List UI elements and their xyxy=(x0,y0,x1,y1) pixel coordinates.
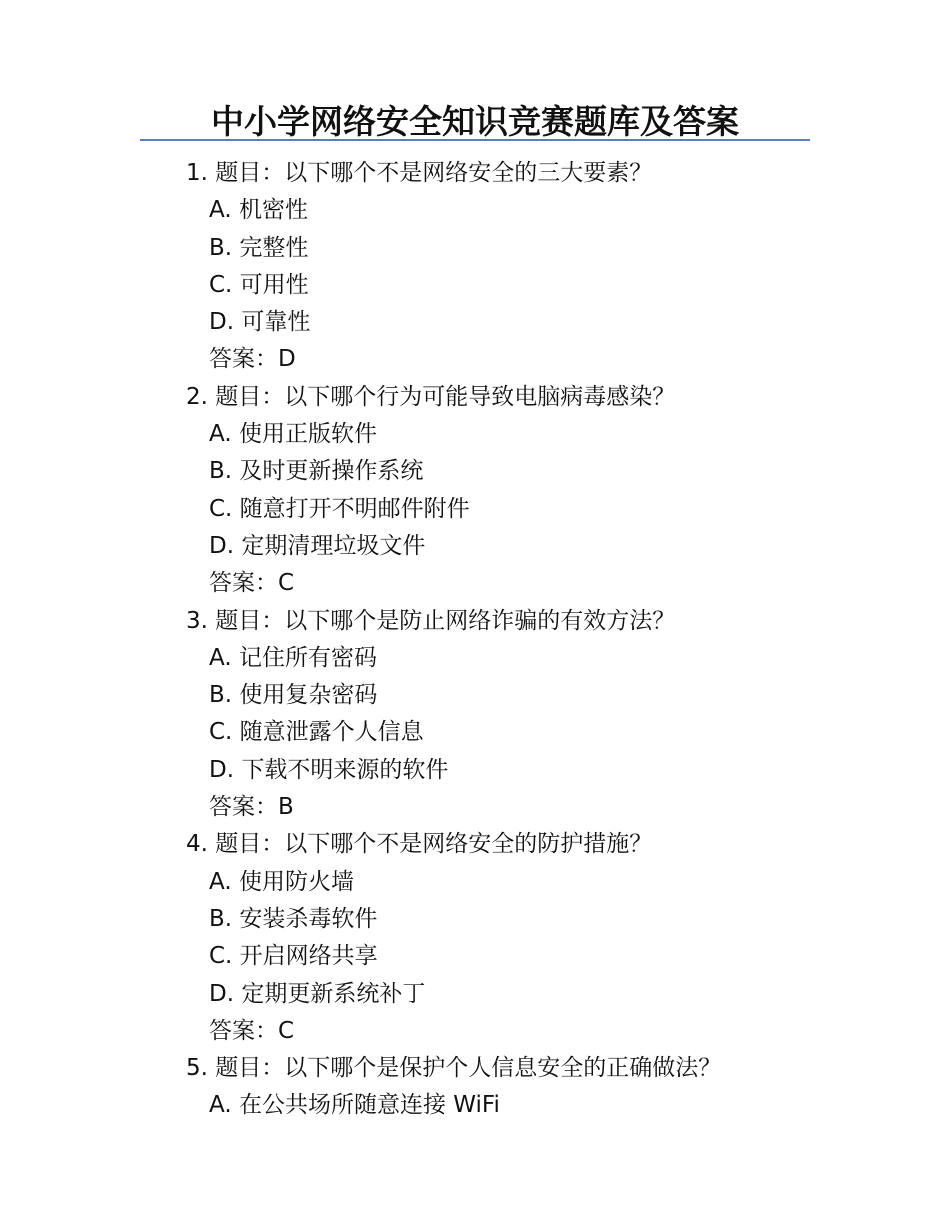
question-block xyxy=(186,826,806,1050)
option-c: C. 随意泄露个人信息 xyxy=(209,719,424,746)
question-text: 4. 题目：以下哪个不是网络安全的防护措施？ xyxy=(186,831,653,858)
question-block xyxy=(186,603,806,827)
option-b: B. 使用复杂密码 xyxy=(209,682,378,709)
option-b: B. 安装杀毒软件 xyxy=(209,905,378,932)
option-c: C. 随意打开不明邮件附件 xyxy=(209,495,470,522)
question-block xyxy=(186,155,806,379)
document-title: 中小学网络安全知识竞赛题库及答案 xyxy=(211,102,739,141)
question-text: 2. 题目：以下哪个行为可能导致电脑病毒感染？ xyxy=(186,383,676,410)
option-d: D. 定期更新系统补丁 xyxy=(209,980,426,1007)
option-d: D. 下载不明来源的软件 xyxy=(209,756,449,783)
question-block xyxy=(186,379,806,603)
answer-text: 答案：B xyxy=(209,794,294,821)
option-b: B. 完整性 xyxy=(209,234,309,261)
option-c: C. 可用性 xyxy=(209,271,309,298)
question-text: 3. 题目：以下哪个是防止网络诈骗的有效方法？ xyxy=(186,607,676,634)
option-b: B. 及时更新操作系统 xyxy=(209,458,424,485)
question-block xyxy=(186,1050,806,1125)
answer-text: 答案：C xyxy=(209,1017,295,1044)
answer-text: 答案：D xyxy=(209,346,296,373)
option-a: A. 机密性 xyxy=(209,197,308,224)
question-text: 1. 题目：以下哪个不是网络安全的三大要素？ xyxy=(186,160,653,186)
option-a: A. 记住所有密码 xyxy=(209,644,377,671)
option-d: D. 可靠性 xyxy=(209,309,311,336)
option-a: A. 在公共场所随意连接 WiFi xyxy=(209,1092,500,1119)
option-c: C. 开启网络共享 xyxy=(209,943,378,970)
answer-text: 答案：C xyxy=(209,570,295,597)
question-list xyxy=(186,155,806,1125)
option-a: A. 使用防火墙 xyxy=(209,868,354,895)
title-underline xyxy=(140,139,810,141)
option-d: D. 定期清理垃圾文件 xyxy=(209,532,426,559)
option-a: A. 使用正版软件 xyxy=(209,421,377,448)
question-text: 5. 题目：以下哪个是保护个人信息安全的正确做法？ xyxy=(186,1055,722,1082)
